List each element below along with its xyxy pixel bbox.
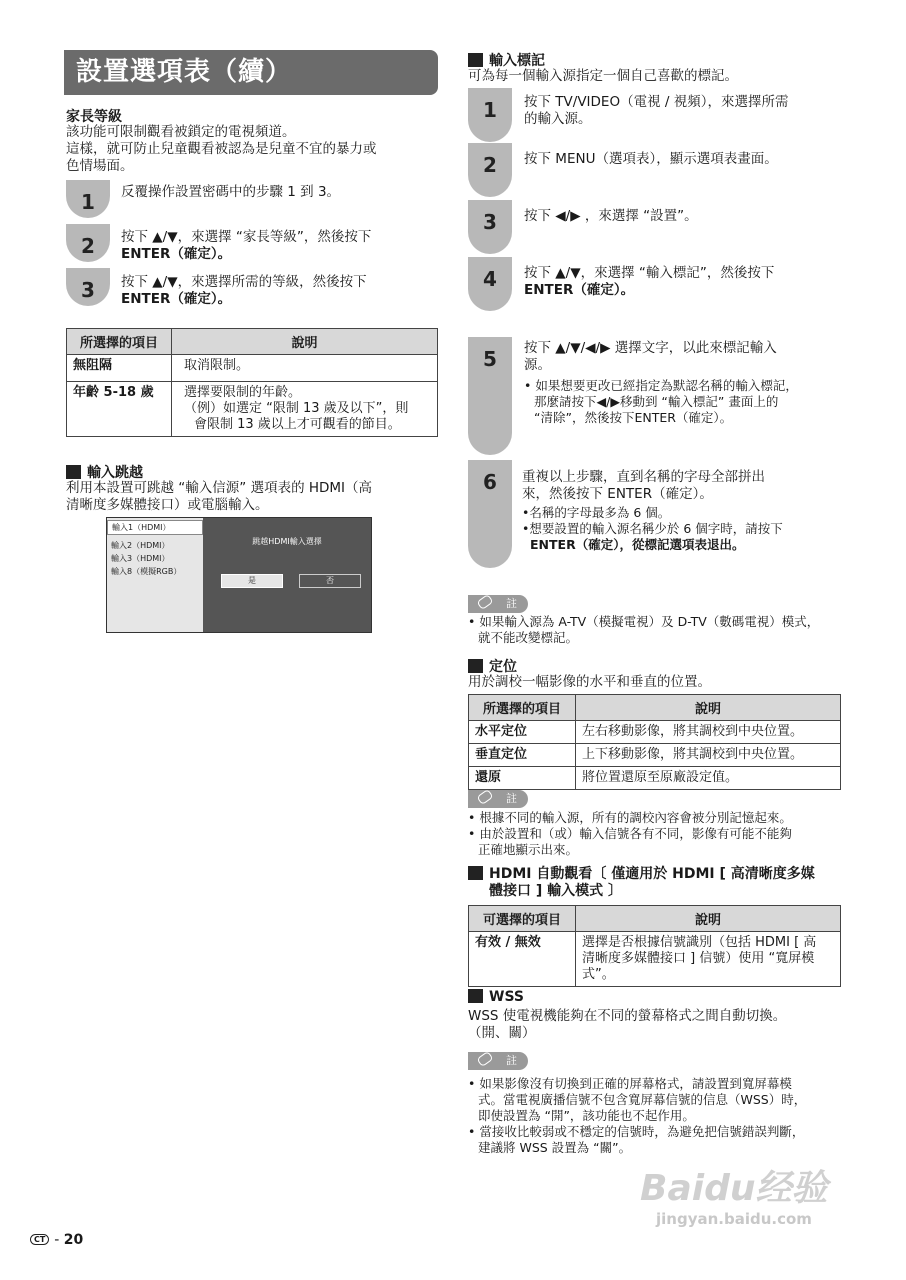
step-badge (468, 337, 512, 455)
step-line: 來，然後按下 ENTER（確定）。 (522, 486, 713, 502)
step-text (524, 151, 778, 168)
step-number: 5 (483, 347, 497, 371)
step-text (121, 274, 367, 308)
table-header: 所選擇的項目 (469, 695, 576, 721)
step-text (524, 340, 798, 426)
table-row (469, 744, 841, 767)
input-item[interactable]: 輸入2（HDMI） (111, 541, 170, 550)
parental-desc (66, 124, 377, 175)
pencil-icon (476, 1051, 493, 1067)
table-cell-desc: 上下移動影像，將其調校到中央位置。 (576, 744, 841, 767)
label-note (468, 614, 819, 646)
table-cell-item: 年齡 5-18 歲 (67, 382, 172, 437)
table-cell-desc: 左右移動影像，將其調校到中央位置。 (576, 721, 841, 744)
input-item[interactable]: 輸入3（HDMI） (111, 554, 170, 563)
parental-desc-line: 該功能可限制觀看被鎖定的電視頻道。 (66, 124, 296, 140)
position-heading (468, 656, 517, 676)
note-line: • 由於設置和（或）輸入信號各有不同，影像有可能不能夠 (468, 826, 792, 841)
step-number: 1 (483, 98, 497, 122)
desc-line: （例）如選定 “限制 13 歲及以下”，則 (184, 401, 409, 416)
step-line: 按下 TV/VIDEO（電視 / 視頻），來選擇所需 (524, 94, 789, 110)
step-badge (468, 88, 512, 142)
hdmi-table (468, 905, 841, 987)
step-badge (66, 224, 110, 262)
step-text (524, 265, 774, 299)
step-number: 3 (81, 278, 95, 302)
step-text (524, 208, 698, 225)
table-row (469, 767, 841, 790)
step-subline: 那麼請按下◀/▶移動到 “輸入標記” 畫面上的 (534, 394, 779, 409)
watermark-logo: Baidu经验 (640, 1168, 828, 1209)
hdmi-heading-line: 體接口 ] 輸入模式 〕 (489, 883, 623, 899)
step-subline: “清除”，然後按下ENTER（確定）。 (534, 410, 733, 425)
step-subline: ENTER（確定），從標記選項表退出。 (530, 537, 745, 552)
table-row (469, 932, 841, 987)
step-line: ENTER（確定）。 (121, 246, 232, 262)
table-cell-item: 還原 (469, 767, 576, 790)
section-marker-icon (468, 659, 483, 673)
step-text (121, 184, 340, 201)
table-cell-desc (172, 382, 438, 437)
table-header: 說明 (172, 329, 438, 355)
wss-desc (468, 1008, 786, 1042)
section-marker-icon (468, 989, 483, 1003)
table-row (67, 382, 438, 437)
desc-line: 清晰度多媒體接口 ] 信號）使用 “寬屏模 (582, 951, 815, 966)
parental-heading: 家長等級 (66, 109, 122, 125)
step-text (524, 94, 788, 128)
note-badge (468, 1052, 528, 1070)
step-badge (468, 143, 512, 197)
skip-desc-line: 利用本設置可跳越 “輸入信源” 選項表的 HDMI（高 (66, 480, 373, 496)
skip-menu-screenshot (106, 517, 372, 633)
label-heading (468, 50, 545, 70)
table-header: 說明 (576, 906, 841, 932)
desc-line: 式”。 (582, 967, 615, 982)
position-heading-text: 定位 (489, 659, 517, 675)
table-header: 說明 (576, 695, 841, 721)
note-line: 正確地顯示出來。 (478, 842, 579, 857)
skip-desc-line: 清晰度多媒體接口）或電腦輸入。 (66, 497, 269, 513)
table-header: 所選擇的項目 (67, 329, 172, 355)
page-number-text: 20 (63, 1232, 84, 1248)
table-cell-desc: 取消限制。 (172, 355, 438, 382)
skip-desc (66, 480, 372, 514)
desc-line: 會限制 13 歲以上才可觀看的節目。 (194, 417, 401, 432)
note-label: 註 (506, 792, 517, 805)
page-title: 設置選項表（續） (64, 50, 438, 95)
step-line: 的輸入源。 (524, 111, 592, 127)
skip-dialog-title: 跳越HDMI輸入選擇 (252, 537, 322, 546)
yes-button[interactable]: 是 (221, 574, 283, 588)
note-line: 式。當電視廣播信號不包含寬屏幕信號的信息（WSS）時， (478, 1092, 807, 1107)
wss-desc-line: WSS 使電視機能夠在不同的螢幕格式之間自動切換。 (468, 1008, 787, 1024)
section-marker-icon (468, 53, 483, 67)
step-number: 2 (81, 234, 95, 258)
desc-line: 選擇是否根據信號識別（包括 HDMI [ 高 (582, 935, 817, 950)
note-line: 就不能改變標記。 (478, 630, 579, 645)
section-marker-icon (468, 866, 483, 880)
pencil-icon (476, 789, 493, 805)
step-line: ENTER（確定）。 (121, 291, 232, 307)
table-header: 可選擇的項目 (469, 906, 576, 932)
skip-heading (66, 462, 143, 482)
desc-line: 選擇要限制的年齡。 (184, 385, 302, 400)
ct-badge: CT (30, 1234, 49, 1245)
note-line: • 如果影像沒有切換到正確的屏幕格式，請設置到寬屏幕模 (468, 1076, 792, 1091)
table-cell-item: 水平定位 (469, 721, 576, 744)
table-cell-item: 有效 / 無效 (469, 932, 576, 987)
parental-desc-line: 色情場面。 (66, 158, 134, 174)
wss-desc-line: （開、關） (468, 1025, 536, 1041)
table-cell-item: 垂直定位 (469, 744, 576, 767)
wss-note (468, 1076, 806, 1156)
step-subline: •名稱的字母最多為 6 個。 (522, 505, 671, 520)
step-subline: • 如果想要更改已經指定為默認名稱的輸入標記， (524, 378, 798, 393)
note-line: 建議將 WSS 設置為 “關”。 (478, 1140, 632, 1155)
position-desc: 用於調校一幅影像的水平和垂直的位置。 (468, 674, 711, 690)
parental-table (66, 328, 438, 437)
step-badge (468, 200, 512, 254)
step-line: 按下 ◀/▶ ，來選擇 “設置”。 (524, 208, 698, 224)
step-subline: •想要設置的輸入源名稱少於 6 個字時，請按下 (522, 521, 783, 536)
step-badge (468, 460, 512, 568)
step-number: 1 (81, 190, 95, 214)
table-row (67, 355, 438, 382)
step-line: 按下 ▲/▼，來選擇所需的等級，然後按下 (121, 274, 367, 290)
note-badge (468, 595, 528, 613)
step-number: 2 (483, 153, 497, 177)
note-label: 註 (506, 597, 517, 610)
step-line: 按下 ▲/▼，來選擇 “輸入標記”，然後按下 (524, 265, 775, 281)
wss-heading (468, 989, 524, 1005)
input-item[interactable]: 輸入1（HDMI） (107, 520, 203, 535)
watermark-url: jingyan.baidu.com (656, 1210, 812, 1228)
step-number: 6 (483, 470, 497, 494)
step-text (121, 229, 371, 263)
note-badge (468, 790, 528, 808)
table-row (469, 721, 841, 744)
step-line: 反覆操作設置密碼中的步驟 1 到 3。 (121, 184, 341, 200)
parental-desc-line: 這樣，就可防止兒童觀看被認為是兒童不宜的暴力或 (66, 141, 377, 157)
wss-heading-text: WSS (489, 989, 524, 1005)
step-badge (66, 180, 110, 218)
step-number: 3 (483, 210, 497, 234)
step-text (522, 469, 783, 553)
skip-heading-text: 輸入跳越 (87, 465, 143, 481)
step-number: 4 (483, 267, 497, 291)
step-line: 按下 ▲/▼/◀/▶ 選擇文字，以此來標記輸入 (524, 340, 777, 356)
note-label: 註 (506, 1054, 517, 1067)
note-line: • 如果輸入源為 A-TV（模擬電視）及 D-TV（數碼電視）模式， (468, 614, 820, 629)
no-button[interactable]: 否 (299, 574, 361, 588)
note-line: 即使設置為 “開”，該功能也不起作用。 (478, 1108, 695, 1123)
label-desc: 可為每一個輸入源指定一個自己喜歡的標記。 (468, 68, 738, 84)
label-heading-text: 輸入標記 (489, 53, 545, 69)
table-cell-desc: 將位置還原至原廠設定值。 (576, 767, 841, 790)
table-cell-desc (576, 932, 841, 987)
step-line: 重複以上步驟，直到名稱的字母全部拼出 (522, 469, 765, 485)
hdmi-heading (468, 866, 815, 900)
position-note (468, 810, 792, 858)
input-list (107, 518, 203, 632)
step-line: 源。 (524, 357, 551, 373)
note-line: • 根據不同的輸入源，所有的調校內容會被分別記憶起來。 (468, 810, 792, 825)
table-cell-item: 無阻隔 (67, 355, 172, 382)
section-marker-icon (66, 465, 81, 479)
page-number: CT - 20 (30, 1232, 83, 1248)
step-subnote (524, 378, 798, 426)
position-table (468, 694, 841, 790)
input-item[interactable]: 輸入8（模擬RGB） (111, 567, 182, 576)
note-line: • 當接收比較弱或不穩定的信號時，為避免把信號錯誤判斷， (468, 1124, 805, 1139)
step-line: 按下 ▲/▼，來選擇 “家長等級”，然後按下 (121, 229, 372, 245)
pencil-icon (476, 594, 493, 610)
hdmi-heading-line: HDMI 自動觀看〔 僅適用於 HDMI [ 高清晰度多媒 (489, 866, 815, 882)
step-badge (66, 268, 110, 306)
step-subnote (522, 505, 783, 553)
step-line: 按下 MENU（選項表），顯示選項表畫面。 (524, 151, 778, 167)
step-line: ENTER（確定）。 (524, 282, 635, 298)
step-badge (468, 257, 512, 311)
